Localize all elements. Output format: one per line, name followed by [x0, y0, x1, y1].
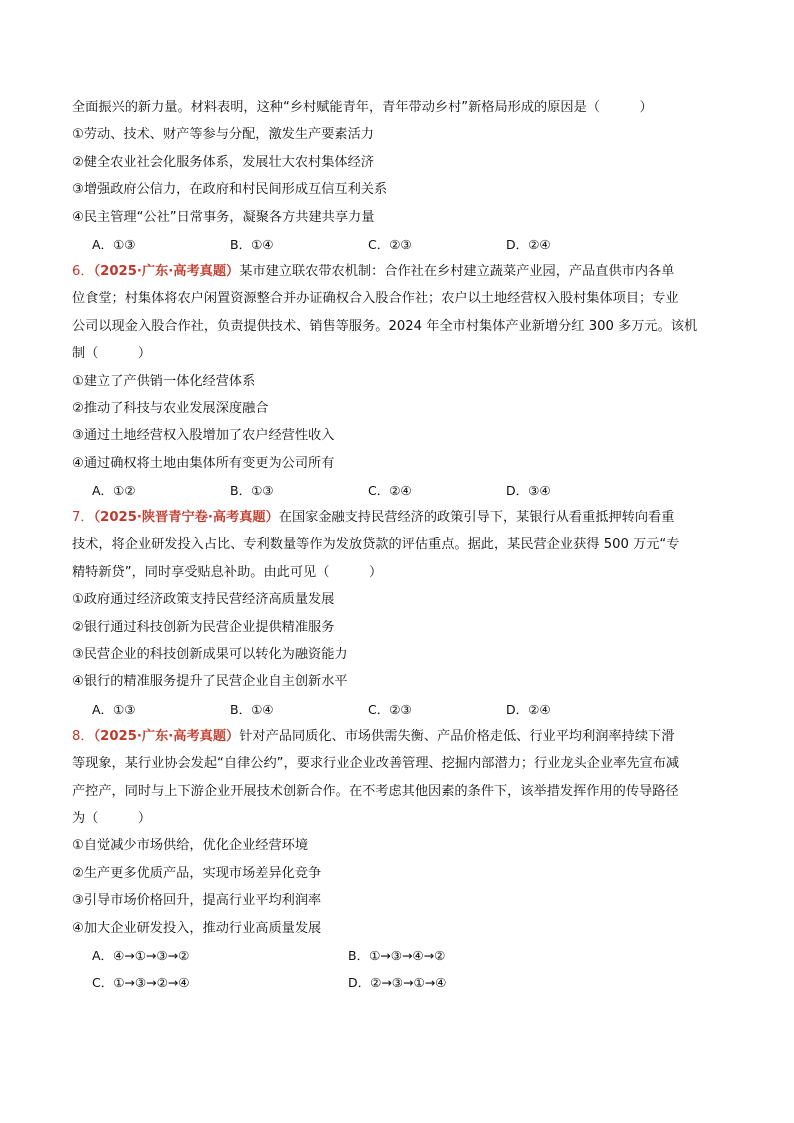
q6-option-a[interactable]: A．①②	[92, 483, 136, 499]
q5-item-3: ③增强政府公信力，在政府和村民间形成互信互利关系	[72, 182, 388, 198]
q8-option-a[interactable]: A．④→①→③→②	[92, 947, 190, 963]
q7-number: 7．	[72, 510, 94, 526]
q8-option-d[interactable]: D．②→③→①→④	[348, 974, 447, 990]
q6-source: （2025·广东·高考真题）	[93, 263, 240, 279]
q7-stem-line-1	[72, 504, 728, 531]
q6-stem-line-2: 位食堂；村集体将农户闲置资源整合并办证确权合入股合作社；农户以土地经营权入股村集体项目；专业	[72, 291, 679, 307]
q5-item-2: ②健全农业社会化服务体系，发展壮大农村集体经济	[72, 154, 374, 170]
q8-item-3: ③引导市场价格回升，提高行业平均利润率	[72, 893, 322, 909]
q8-item-2: ②生产更多优质产品，实现市场差异化竞争	[72, 865, 322, 881]
q7-item-2: ②银行通过科技创新为民营企业提供精准服务	[72, 619, 335, 635]
q6-number: 6．	[72, 263, 94, 279]
q5-option-b[interactable]: B．①④	[230, 236, 274, 252]
q8-options-row-2	[72, 969, 728, 996]
q7-stem-line-2: 技术，将企业研发投入占比、专利数量等作为发放贷款的评估重点。据此，某民营企业获得 500 万元“专	[72, 537, 680, 553]
q6-stem-line-1	[72, 258, 728, 285]
q8-options-row-1	[72, 942, 728, 969]
q5-intro-tail: 全面振兴的新力量。材料表明，这种“乡村赋能青年，青年带动乡村”新格局形成的原因是（ ）	[72, 100, 653, 115]
q6-stem-text-1: 某市建立联农带农机制：合作社在乡村建立蔬菜产业园，产品直供市内各单	[239, 263, 675, 279]
q8-item-1: ①自觉减少市场供给，优化企业经营环境	[72, 838, 309, 854]
q6-item-4: ④通过确权将土地由集体所有变更为公司所有	[72, 455, 335, 471]
q7-source: （2025·陕晋青宁卷·高考真题）	[93, 510, 279, 526]
q6-option-c[interactable]: C．②④	[368, 483, 412, 499]
q6-item-1: ①建立了产供销一体化经营体系	[72, 373, 256, 389]
q8-stem-line-3: 产控产，同时与上下游企业开展技术创新合作。在不考虑其他因素的条件下，该举措发挥作用的传导路径	[72, 783, 679, 799]
q8-stem-line-4: 为（ ）	[72, 810, 152, 826]
q8-stem-line-1	[72, 723, 728, 750]
q8-item-4: ④加大企业研发投入，推动行业高质量发展	[72, 920, 322, 936]
page-content	[72, 94, 728, 996]
q8-option-b[interactable]: B．①→③→④→②	[348, 947, 446, 963]
q7-options	[72, 696, 728, 723]
q7-stem-text-1: 在国家金融支持民营经济的政策引导下，某银行从看重抵押转向看重	[278, 510, 675, 526]
q7-option-a[interactable]: A．①③	[92, 701, 136, 717]
q6-option-b[interactable]: B．①③	[230, 483, 274, 499]
q6-stem-line-3: 公司以现金入股合作社，负责提供技术、销售等服务。2024 年全市村集体产业新增分红 300 多万元。该机	[72, 318, 698, 334]
q6-item-2: ②推动了科技与农业发展深度融合	[72, 400, 269, 416]
q5-options	[72, 231, 728, 258]
q6-options	[72, 477, 728, 504]
q7-stem-line-3: 精特新贷”，同时享受贴息补助。由此可见（ ）	[72, 564, 383, 580]
q5-item-4: ④民主管理“公社”日常事务，凝聚各方共建共享力量	[72, 209, 375, 225]
q8-option-c[interactable]: C．①→③→②→④	[92, 974, 190, 990]
q8-stem-line-2: 等现象，某行业协会发起“自律公约”，要求行业企业改善管理、挖掘内部潜力；行业龙头企业率先宣布减	[72, 756, 680, 772]
q8-stem-text-1: 针对产品同质化、市场供需失衡、产品价格走低、行业平均利润率持续下滑	[239, 728, 675, 744]
q8-source: （2025·广东·高考真题）	[93, 728, 240, 744]
q6-item-3: ③通过土地经营权入股增加了农户经营性收入	[72, 428, 335, 444]
q7-item-4: ④银行的精准服务提升了民营企业自主创新水平	[72, 674, 348, 690]
q7-option-b[interactable]: B．①④	[230, 701, 274, 717]
q7-option-c[interactable]: C．②③	[368, 701, 412, 717]
q6-option-d[interactable]: D．③④	[506, 483, 551, 499]
q8-number: 8．	[72, 728, 94, 744]
q5-option-a[interactable]: A．①③	[92, 236, 136, 252]
q7-item-3: ③民营企业的科技创新成果可以转化为融资能力	[72, 647, 348, 663]
q6-stem-line-4: 制（ ）	[72, 346, 152, 362]
q5-option-d[interactable]: D．②④	[506, 236, 551, 252]
q7-item-1: ①政府通过经济政策支持民营经济高质量发展	[72, 592, 335, 608]
q5-option-c[interactable]: C．②③	[368, 236, 412, 252]
q5-item-1: ①劳动、技术、财产等参与分配，激发生产要素活力	[72, 127, 374, 143]
q7-option-d[interactable]: D．②④	[506, 701, 551, 717]
